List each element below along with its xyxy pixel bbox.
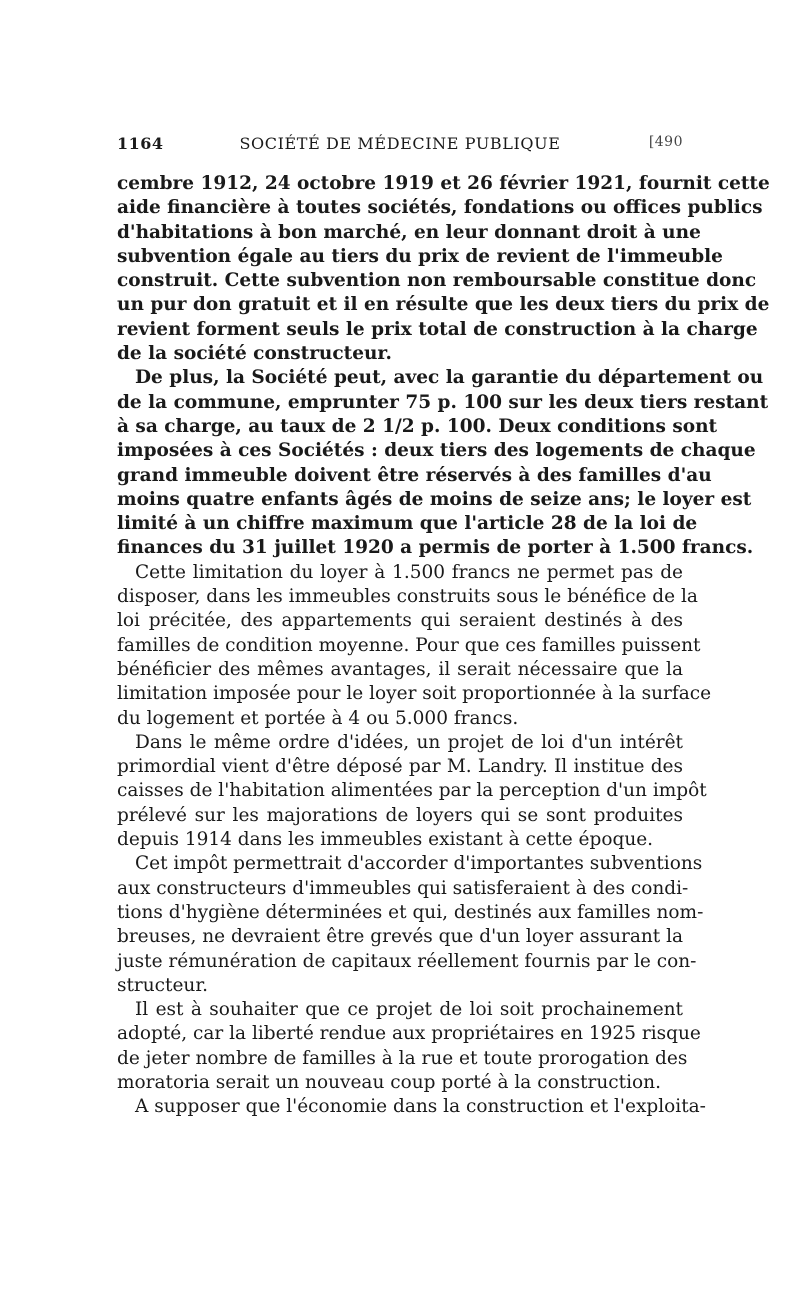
page-number: 1164 [117,134,164,153]
text-line: Dans le même ordre d'idées, un projet de loi d'un intérêt [135,731,683,753]
text-line: construit. Cette subvention non remboursable constitue donc [117,270,757,292]
running-title: SOCIÉTÉ DE MÉDECINE PUBLIQUE [239,134,561,153]
text-line: familles de condition moyenne. Pour que ces familles puissent [117,634,701,656]
body-text [117,172,770,1120]
text-line: tions d'hygiène déterminées et qui, destinés aux familles nom- [117,901,704,923]
paragraph-1 [117,172,770,366]
section-reference: [490 [648,134,683,150]
text-line: depuis 1914 dans les immeubles existant à cette époque. [117,829,654,851]
text-line: caisses de l'habitation alimentées par la perception d'un impôt [117,780,707,802]
text-line: de jeter nombre de familles à la rue et toute prorogation des [117,1047,688,1069]
paragraph-5 [117,852,704,998]
text-line: finances du 31 juillet 1920 a permis de porter à 1.500 francs. [117,537,754,559]
text-line: subvention égale au tiers du prix de revient de l'immeuble [117,245,723,267]
text-line: de la société constructeur. [117,343,392,365]
running-header [117,134,683,158]
text-line: Cet impôt permettrait d'accorder d'importantes subventions [135,853,703,875]
text-line: disposer, dans les immeubles construits sous le bénéfice de la [117,586,698,608]
text-line: d'habitations à bon marché, en leur donnant droit à une [117,221,701,243]
paragraph-4 [117,731,707,852]
text-line: limitation imposée pour le loyer soit proportionnée à la surface [117,683,712,705]
paragraph-3 [117,561,712,731]
text-line: adopté, car la liberté rendue aux propriétaires en 1925 risque [117,1023,701,1045]
text-line: breuses, ne devraient être grevés que d'un loyer assurant la [117,926,684,948]
paragraph-7 [117,1095,706,1119]
text-line: primordial vient d'être déposé par M. Landry. Il institue des [117,756,683,778]
text-line: revient forment seuls le prix total de construction à la charge [117,318,758,340]
text-line: limité à un chiffre maximum que l'article 28 de la loi de [117,513,698,535]
text-line: bénéficier des mêmes avantages, il serait nécessaire que la [117,658,683,680]
text-line: grand immeuble doivent être réservés à des familles d'au [117,464,712,486]
text-line: structeur. [117,974,209,996]
text-line: cembre 1912, 24 octobre 1919 et 26 février 1921, fournit cette [117,173,770,194]
text-line: loi précitée, des appartements qui seraient destinés à des [117,610,683,632]
text-line: de la commune, emprunter 75 p. 100 sur les deux tiers restant [117,391,769,413]
text-line: prélevé sur les majorations de loyers qui se sont produites [117,804,683,826]
text-line: Il est à souhaiter que ce projet de loi soit prochainement [135,999,683,1021]
paragraph-2 [117,366,769,560]
text-line: moratoria serait un nouveau coup porté à la construction. [117,1071,661,1093]
text-line: A supposer que l'économie dans la construction et l'exploita- [135,1096,706,1118]
text-line: juste rémunération de capitaux réellement fournis par le con- [117,950,697,972]
text-line: imposées à ces Sociétés : deux tiers des logements de chaque [117,440,756,462]
text-line: à sa charge, au taux de 2 1/2 p. 100. Deux conditions sont [117,415,718,437]
text-line: du logement et portée à 4 ou 5.000 francs. [117,707,519,729]
text-line: aux constructeurs d'immeubles qui satisferaient à des condi- [117,877,689,899]
text-line: aide financière à toutes sociétés, fondations ou offices publics [117,197,763,219]
text-line: De plus, la Société peut, avec la garantie du département ou [135,367,764,389]
text-line: un pur don gratuit et il en résulte que les deux tiers du prix de [117,294,770,316]
paragraph-6 [117,998,701,1095]
text-line: Cette limitation du loyer à 1.500 francs ne permet pas de [135,561,683,583]
text-line: moins quatre enfants âgés de moins de seize ans; le loyer est [117,488,752,510]
